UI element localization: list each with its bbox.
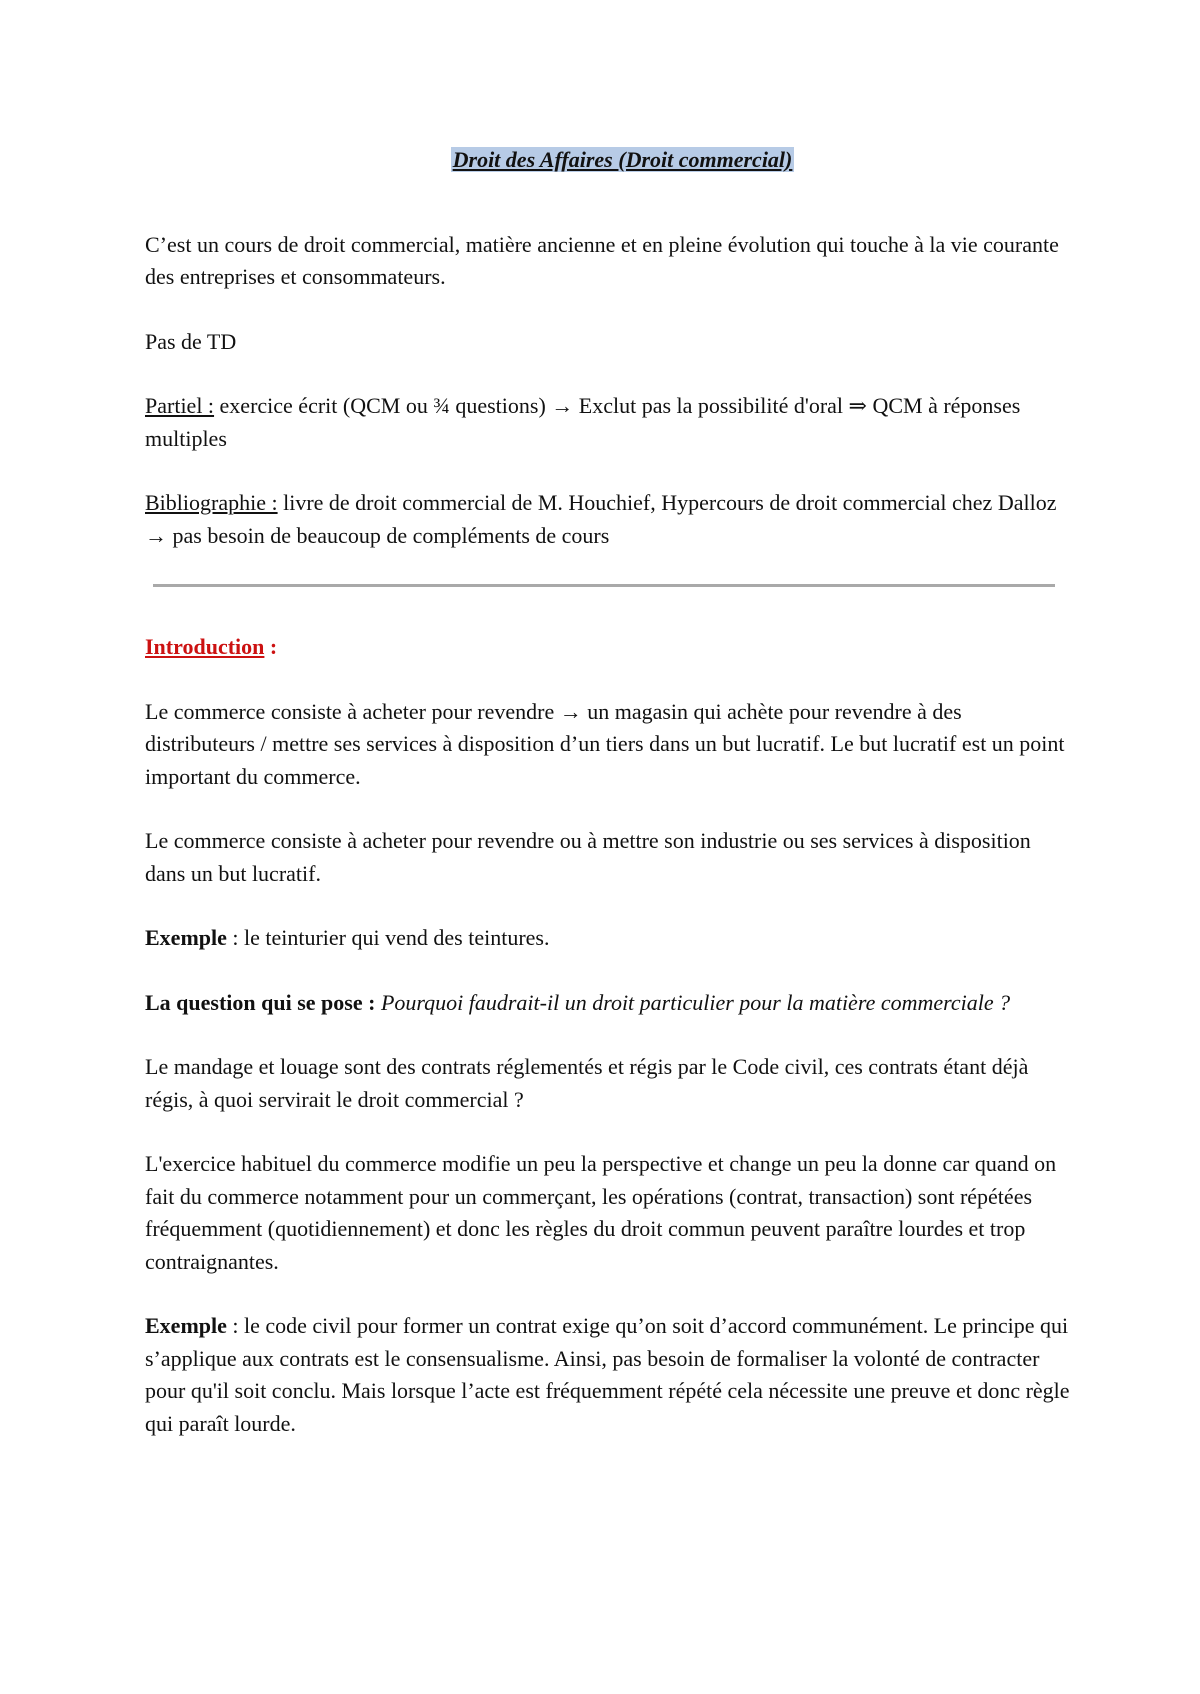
partiel-text: exercice écrit (QCM ou ¾ questions) → Exclut pas la possibilité d'oral ⇒ QCM à réponses multiples [145,393,1021,451]
bibliographie-paragraph [145,487,1070,552]
bibliographie-text: livre de droit commercial de M. Houchief, Hypercours de droit commercial chez Dalloz → pas besoin de beaucoup de compléments de cours [145,490,1057,548]
document-title: Droit des Affaires (Droit commercial) [452,147,793,172]
partiel-paragraph [145,390,1070,455]
document-body [145,144,1070,1472]
introduction-heading [145,631,1070,664]
horizontal-divider [153,584,1055,587]
commerce-definition-1: Le commerce consiste à acheter pour revendre → un magasin qui achète pour revendre à des distributeurs / mettre ses services à disposition d’un tiers dans un but lucratif. Le but lucratif est un point important du commerce. [145,698,1065,789]
question-label: La question qui se pose : [145,989,376,1015]
example-text: : le teinturier qui vend des teintures. [226,925,550,950]
bibliographie-label: Bibliographie : [145,490,278,515]
partiel-label: Partiel : [145,393,215,418]
no-td-note: Pas de TD [145,328,237,354]
question-text: Pourquoi faudrait-il un droit particulier pour la matière commerciale ? [375,989,1011,1015]
introduction-heading-colon: : [264,634,278,659]
course-description: C’est un cours de droit commercial, matière ancienne et en pleine évolution qui touche à la vie courante des entreprises et consommateurs. [145,231,1059,289]
introduction-heading-text: Introduction [145,634,265,659]
example-label: Exemple [145,925,227,950]
title-container [145,144,1070,177]
example-label: Exemple [145,1313,227,1338]
question-paragraph [145,987,1070,1020]
example-code-civil [145,1310,1070,1440]
example-teinturier [145,922,1070,955]
commerce-definition-2: Le commerce consiste à acheter pour revendre ou à mettre son industrie ou ses services à disposition dans un but lucratif. [145,828,1031,886]
exercice-habituel-paragraph: L'exercice habituel du commerce modifie un peu la perspective et change un peu la donne car quand on fait du commerce notamment pour un commerçant, les opérations (contrat, transaction) sont répétées fréquemment (quotidiennement) et donc les règles du droit commun peuvent paraître lourdes et trop contraignantes. [145,1151,1057,1274]
mandage-paragraph: Le mandage et louage sont des contrats réglementés et régis par le Code civil, ces contrats étant déjà régis, à quoi servirait le droit commercial ? [145,1054,1029,1112]
example-text: : le code civil pour former un contrat exige qu’on soit d’accord communément. Le principe qui s’applique aux contrats est le consensualisme. Ainsi, pas besoin de formaliser la volonté de contracter pour qu'il soit conclu. Mais lorsque l’acte est fréquemment répété cela nécessite une preuve et donc règle qui paraît lourde. [145,1313,1070,1436]
